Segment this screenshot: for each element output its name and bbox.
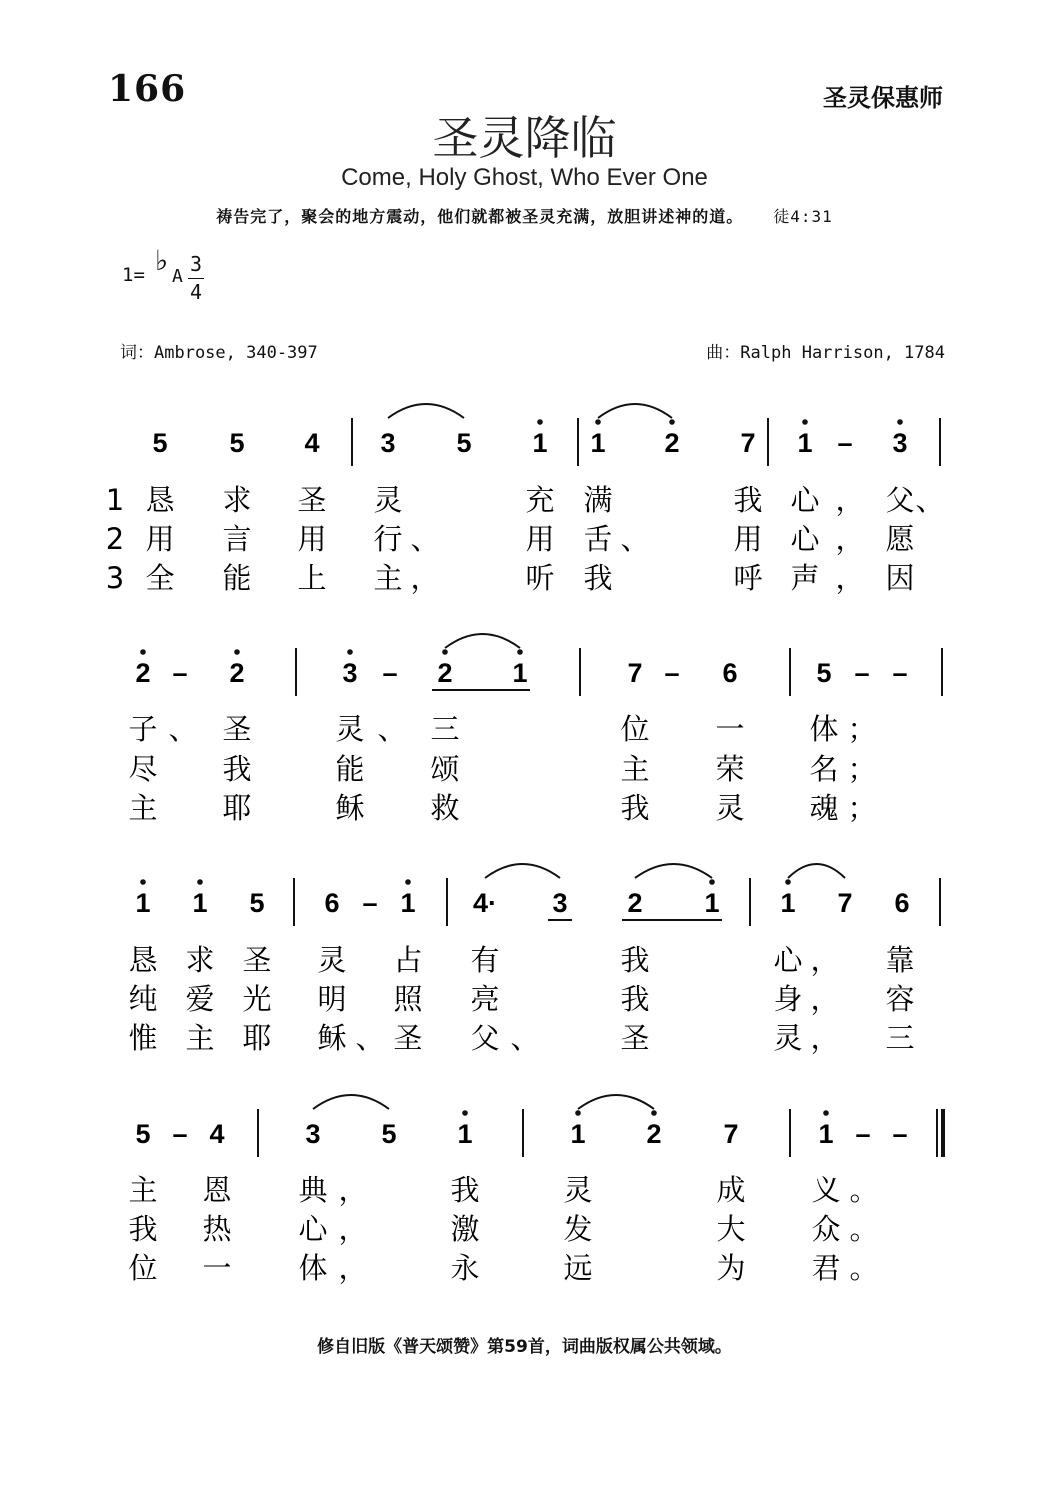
lyric-char: 主 <box>620 752 650 786</box>
lyric-char: 光 <box>242 982 272 1016</box>
lyric-char: 君 <box>811 1251 841 1285</box>
dash-note: – <box>855 1119 871 1149</box>
note: 3 <box>380 428 396 458</box>
hymn-number: 166 <box>108 68 187 110</box>
slur <box>635 864 712 878</box>
lyric-char: 用 <box>297 522 327 556</box>
note: 1 <box>590 428 606 458</box>
lyric-char: 主 <box>185 1021 215 1055</box>
note: 3 <box>552 888 568 918</box>
lyric-char: 颂 <box>430 752 460 786</box>
lyric-char: 灵 <box>715 791 745 825</box>
note: 6 <box>722 658 738 688</box>
lyric-char: 为 <box>716 1251 746 1285</box>
note: 1 <box>797 428 813 458</box>
lyric-char: 心 <box>773 943 803 977</box>
octave-dot <box>669 419 675 425</box>
lyric-char: 明 <box>317 982 347 1016</box>
lyric-char: 。 <box>849 1212 879 1246</box>
lyric-char: 爱 <box>185 982 215 1016</box>
slur <box>578 1095 654 1109</box>
lyric-char: 言 <box>222 522 252 556</box>
lyric-char: 占 <box>393 943 423 977</box>
lyric-char: 靠 <box>885 943 915 977</box>
lyric-char: 主 <box>128 791 158 825</box>
dash-note: – <box>382 658 398 688</box>
key-note: A <box>172 266 183 287</box>
lyric-char: 圣 <box>620 1021 650 1055</box>
octave-dot <box>140 649 146 655</box>
lyric-char: 灵 <box>335 712 365 746</box>
lyric-char: ； <box>847 752 877 786</box>
note: 7 <box>627 658 643 688</box>
octave-dot <box>517 649 523 655</box>
octave-dot <box>709 879 715 885</box>
lyric-char: 众 <box>811 1212 841 1246</box>
lyric-char: 惟 <box>128 1021 158 1055</box>
lyric-char: 我 <box>128 1212 158 1246</box>
slur <box>598 404 672 418</box>
slur <box>388 404 464 418</box>
lyric-char: 圣 <box>297 483 327 517</box>
note: 1 <box>704 888 720 918</box>
note: 2 <box>229 658 245 688</box>
octave-dot <box>785 879 791 885</box>
lyric-char: 、 <box>377 712 407 746</box>
note: 5 <box>456 428 472 458</box>
lyric-char: 容 <box>885 982 915 1016</box>
lyric-char: 、 <box>620 522 650 556</box>
lyric-char: 位 <box>620 712 650 746</box>
slur <box>788 864 845 878</box>
octave-dot <box>575 1110 581 1116</box>
note: 5 <box>229 428 245 458</box>
note: 7 <box>723 1119 739 1149</box>
lyric-char: 、 <box>915 483 945 517</box>
note: 3 <box>892 428 908 458</box>
lyric-char: ； <box>847 791 877 825</box>
lyric-char: ， <box>810 943 840 977</box>
lyric-char: 。 <box>849 1251 879 1285</box>
lyric-char: 声 <box>790 561 820 595</box>
lyric-char: ， <box>810 1021 840 1055</box>
lyric-char: 舌 <box>583 522 613 556</box>
lyric-char: 亮 <box>470 982 500 1016</box>
note: 1 <box>135 888 151 918</box>
octave-dot <box>347 649 353 655</box>
lyricist-credit: 词：Ambrose, 340-397 <box>120 343 318 363</box>
octave-dot <box>442 649 448 655</box>
slur <box>485 864 560 878</box>
note: 5 <box>135 1119 151 1149</box>
lyric-char: 耶 <box>222 791 252 825</box>
lyric-char: 因 <box>885 561 915 595</box>
lyric-char: 我 <box>733 483 763 517</box>
lyric-char: 。 <box>849 1173 879 1207</box>
octave-dot <box>823 1110 829 1116</box>
dash-note: – <box>854 658 870 688</box>
lyric-char: 我 <box>583 561 613 595</box>
lyric-char: 圣 <box>242 943 272 977</box>
time-signature-bottom: 4 <box>190 280 203 304</box>
lyric-char: ， <box>835 483 865 517</box>
lyric-char: 恩 <box>202 1173 232 1207</box>
lyric-char: 满 <box>583 483 613 517</box>
note: 1 <box>532 428 548 458</box>
note: 2 <box>627 888 643 918</box>
lyric-char: 激 <box>450 1212 480 1246</box>
lyric-char: 心 <box>790 483 820 517</box>
lyric-char: 热 <box>202 1212 232 1246</box>
lyric-char: 纯 <box>128 982 158 1016</box>
composer-credit: 曲：Ralph Harrison, 1784 <box>706 343 945 363</box>
octave-dot <box>802 419 808 425</box>
lyric-char: 成 <box>716 1173 746 1207</box>
lyric-char: ， <box>835 522 865 556</box>
lyric-char: 灵 <box>373 483 403 517</box>
lyric-char: 体 <box>809 712 839 746</box>
lyric-char: 行 <box>373 522 403 556</box>
note: 3 <box>305 1119 321 1149</box>
lyric-char: 三 <box>430 712 460 746</box>
note: 1 <box>457 1119 473 1149</box>
lyric-char: 主 <box>373 561 403 595</box>
note: 1 <box>192 888 208 918</box>
lyric-char: ； <box>847 712 877 746</box>
octave-dot <box>197 879 203 885</box>
flat-icon: ♭ <box>155 244 169 277</box>
lyric-char: 我 <box>620 791 650 825</box>
lyric-char: 耶 <box>242 1021 272 1055</box>
octave-dot <box>651 1110 657 1116</box>
lyric-char: 圣 <box>393 1021 423 1055</box>
note: 1 <box>400 888 416 918</box>
lyric-char: 1 <box>105 483 125 517</box>
lyric-char: ， <box>338 1173 368 1207</box>
dash-note: – <box>892 1119 908 1149</box>
dash-note: – <box>664 658 680 688</box>
lyric-char: 恳 <box>128 943 158 977</box>
lyric-char: 用 <box>145 522 175 556</box>
lyric-char: 我 <box>450 1173 480 1207</box>
lyric-char: 名 <box>809 752 839 786</box>
hymn-category: 圣灵保惠师 <box>823 83 943 112</box>
note: 1 <box>570 1119 586 1149</box>
lyric-char: 永 <box>450 1251 480 1285</box>
lyric-char: 心 <box>790 522 820 556</box>
note: 2 <box>437 658 453 688</box>
lyric-char: 能 <box>222 561 252 595</box>
lyric-char: 恳 <box>145 483 175 517</box>
note: 6 <box>894 888 910 918</box>
lyric-char: ， <box>410 561 440 595</box>
lyric-char: 、 <box>355 1021 385 1055</box>
lyric-char: 上 <box>297 561 327 595</box>
lyric-char: 我 <box>620 982 650 1016</box>
lyric-char: 义 <box>811 1173 841 1207</box>
note: 1 <box>512 658 528 688</box>
lyric-char: 一 <box>202 1251 232 1285</box>
key-prefix: 1= <box>122 264 145 286</box>
scripture-ref: 徒4:31 <box>773 207 833 226</box>
dash-note: – <box>172 658 188 688</box>
lyric-char: 用 <box>525 522 555 556</box>
lyric-char: 我 <box>620 943 650 977</box>
lyric-char: 3 <box>105 561 125 595</box>
lyric-char: 三 <box>885 1021 915 1055</box>
octave-dot <box>897 419 903 425</box>
dash-note: – <box>362 888 378 918</box>
lyric-char: 我 <box>222 752 252 786</box>
lyric-char: 、 <box>510 1021 540 1055</box>
lyric-char: 圣 <box>222 712 252 746</box>
dash-note: – <box>172 1119 188 1149</box>
note: 5 <box>249 888 265 918</box>
lyric-char: 灵 <box>773 1021 803 1055</box>
lyric-char: 稣 <box>317 1021 347 1055</box>
note: 4 <box>304 428 320 458</box>
lyric-char: 有 <box>470 943 500 977</box>
octave-dot <box>140 879 146 885</box>
note: 5 <box>381 1119 397 1149</box>
hymn-subtitle: Come, Holy Ghost, Who Ever One <box>341 164 708 191</box>
note: 5 <box>152 428 168 458</box>
octave-dot <box>537 419 543 425</box>
lyric-char: 全 <box>145 561 175 595</box>
scripture-text: 祷告完了，聚会的地方震动，他们就都被圣灵充满，放胆讲述神的道。 <box>216 207 744 226</box>
time-signature-top: 3 <box>190 252 203 276</box>
lyric-char: 体 <box>298 1251 328 1285</box>
dash-note: – <box>892 658 908 688</box>
lyric-char: 稣 <box>335 791 365 825</box>
note: 5 <box>816 658 832 688</box>
lyric-char: 求 <box>222 483 252 517</box>
lyric-char: 一 <box>715 712 745 746</box>
lyric-char: 大 <box>716 1212 746 1246</box>
lyric-char: 远 <box>563 1251 593 1285</box>
copyright-footer: 修自旧版《普天颂赞》第59首，词曲版权属公共领域。 <box>317 1337 732 1357</box>
note: 7 <box>837 888 853 918</box>
lyric-char: 听 <box>525 561 555 595</box>
lyric-char: 求 <box>185 943 215 977</box>
lyric-char: 、 <box>168 712 198 746</box>
note: 3 <box>342 658 358 688</box>
lyric-char: 、 <box>410 522 440 556</box>
lyric-char: 身 <box>773 982 803 1016</box>
lyric-char: 灵 <box>317 943 347 977</box>
dash-note: – <box>837 428 853 458</box>
lyric-char: ， <box>810 982 840 1016</box>
octave-dot <box>595 419 601 425</box>
lyric-char: 父 <box>885 483 915 517</box>
octave-dot <box>405 879 411 885</box>
lyric-char: 能 <box>335 752 365 786</box>
lyric-char: 子 <box>128 712 158 746</box>
lyric-char: 用 <box>733 522 763 556</box>
lyric-char: 照 <box>393 982 423 1016</box>
slur <box>445 634 520 648</box>
lyric-char: 魂 <box>809 791 839 825</box>
lyric-char: 2 <box>105 522 125 556</box>
octave-dot <box>462 1110 468 1116</box>
octave-dot <box>234 649 240 655</box>
note: 1 <box>818 1119 834 1149</box>
lyric-char: ， <box>835 561 865 595</box>
lyric-char: 心 <box>298 1212 328 1246</box>
note: 6 <box>324 888 340 918</box>
lyric-char: 主 <box>128 1173 158 1207</box>
lyric-char: 呼 <box>733 561 763 595</box>
lyric-char: 荣 <box>715 752 745 786</box>
lyric-char: 愿 <box>885 522 915 556</box>
lyric-char: 救 <box>430 791 460 825</box>
lyric-char: 位 <box>128 1251 158 1285</box>
note: 4· <box>472 888 498 918</box>
note: 4 <box>209 1119 225 1149</box>
lyric-char: 充 <box>525 483 555 517</box>
lyric-char: 灵 <box>563 1173 593 1207</box>
note: 1 <box>780 888 796 918</box>
lyric-char: 发 <box>563 1212 593 1246</box>
lyric-char: 尽 <box>128 752 158 786</box>
note: 2 <box>646 1119 662 1149</box>
note: 2 <box>664 428 680 458</box>
lyric-char: ， <box>338 1212 368 1246</box>
note: 7 <box>740 428 756 458</box>
hymn-title: 圣灵降临 <box>432 111 617 165</box>
lyric-char: ， <box>338 1251 368 1285</box>
slur <box>313 1095 389 1109</box>
lyric-char: 父 <box>470 1021 500 1055</box>
note: 2 <box>135 658 151 688</box>
lyric-char: 典 <box>298 1173 328 1207</box>
